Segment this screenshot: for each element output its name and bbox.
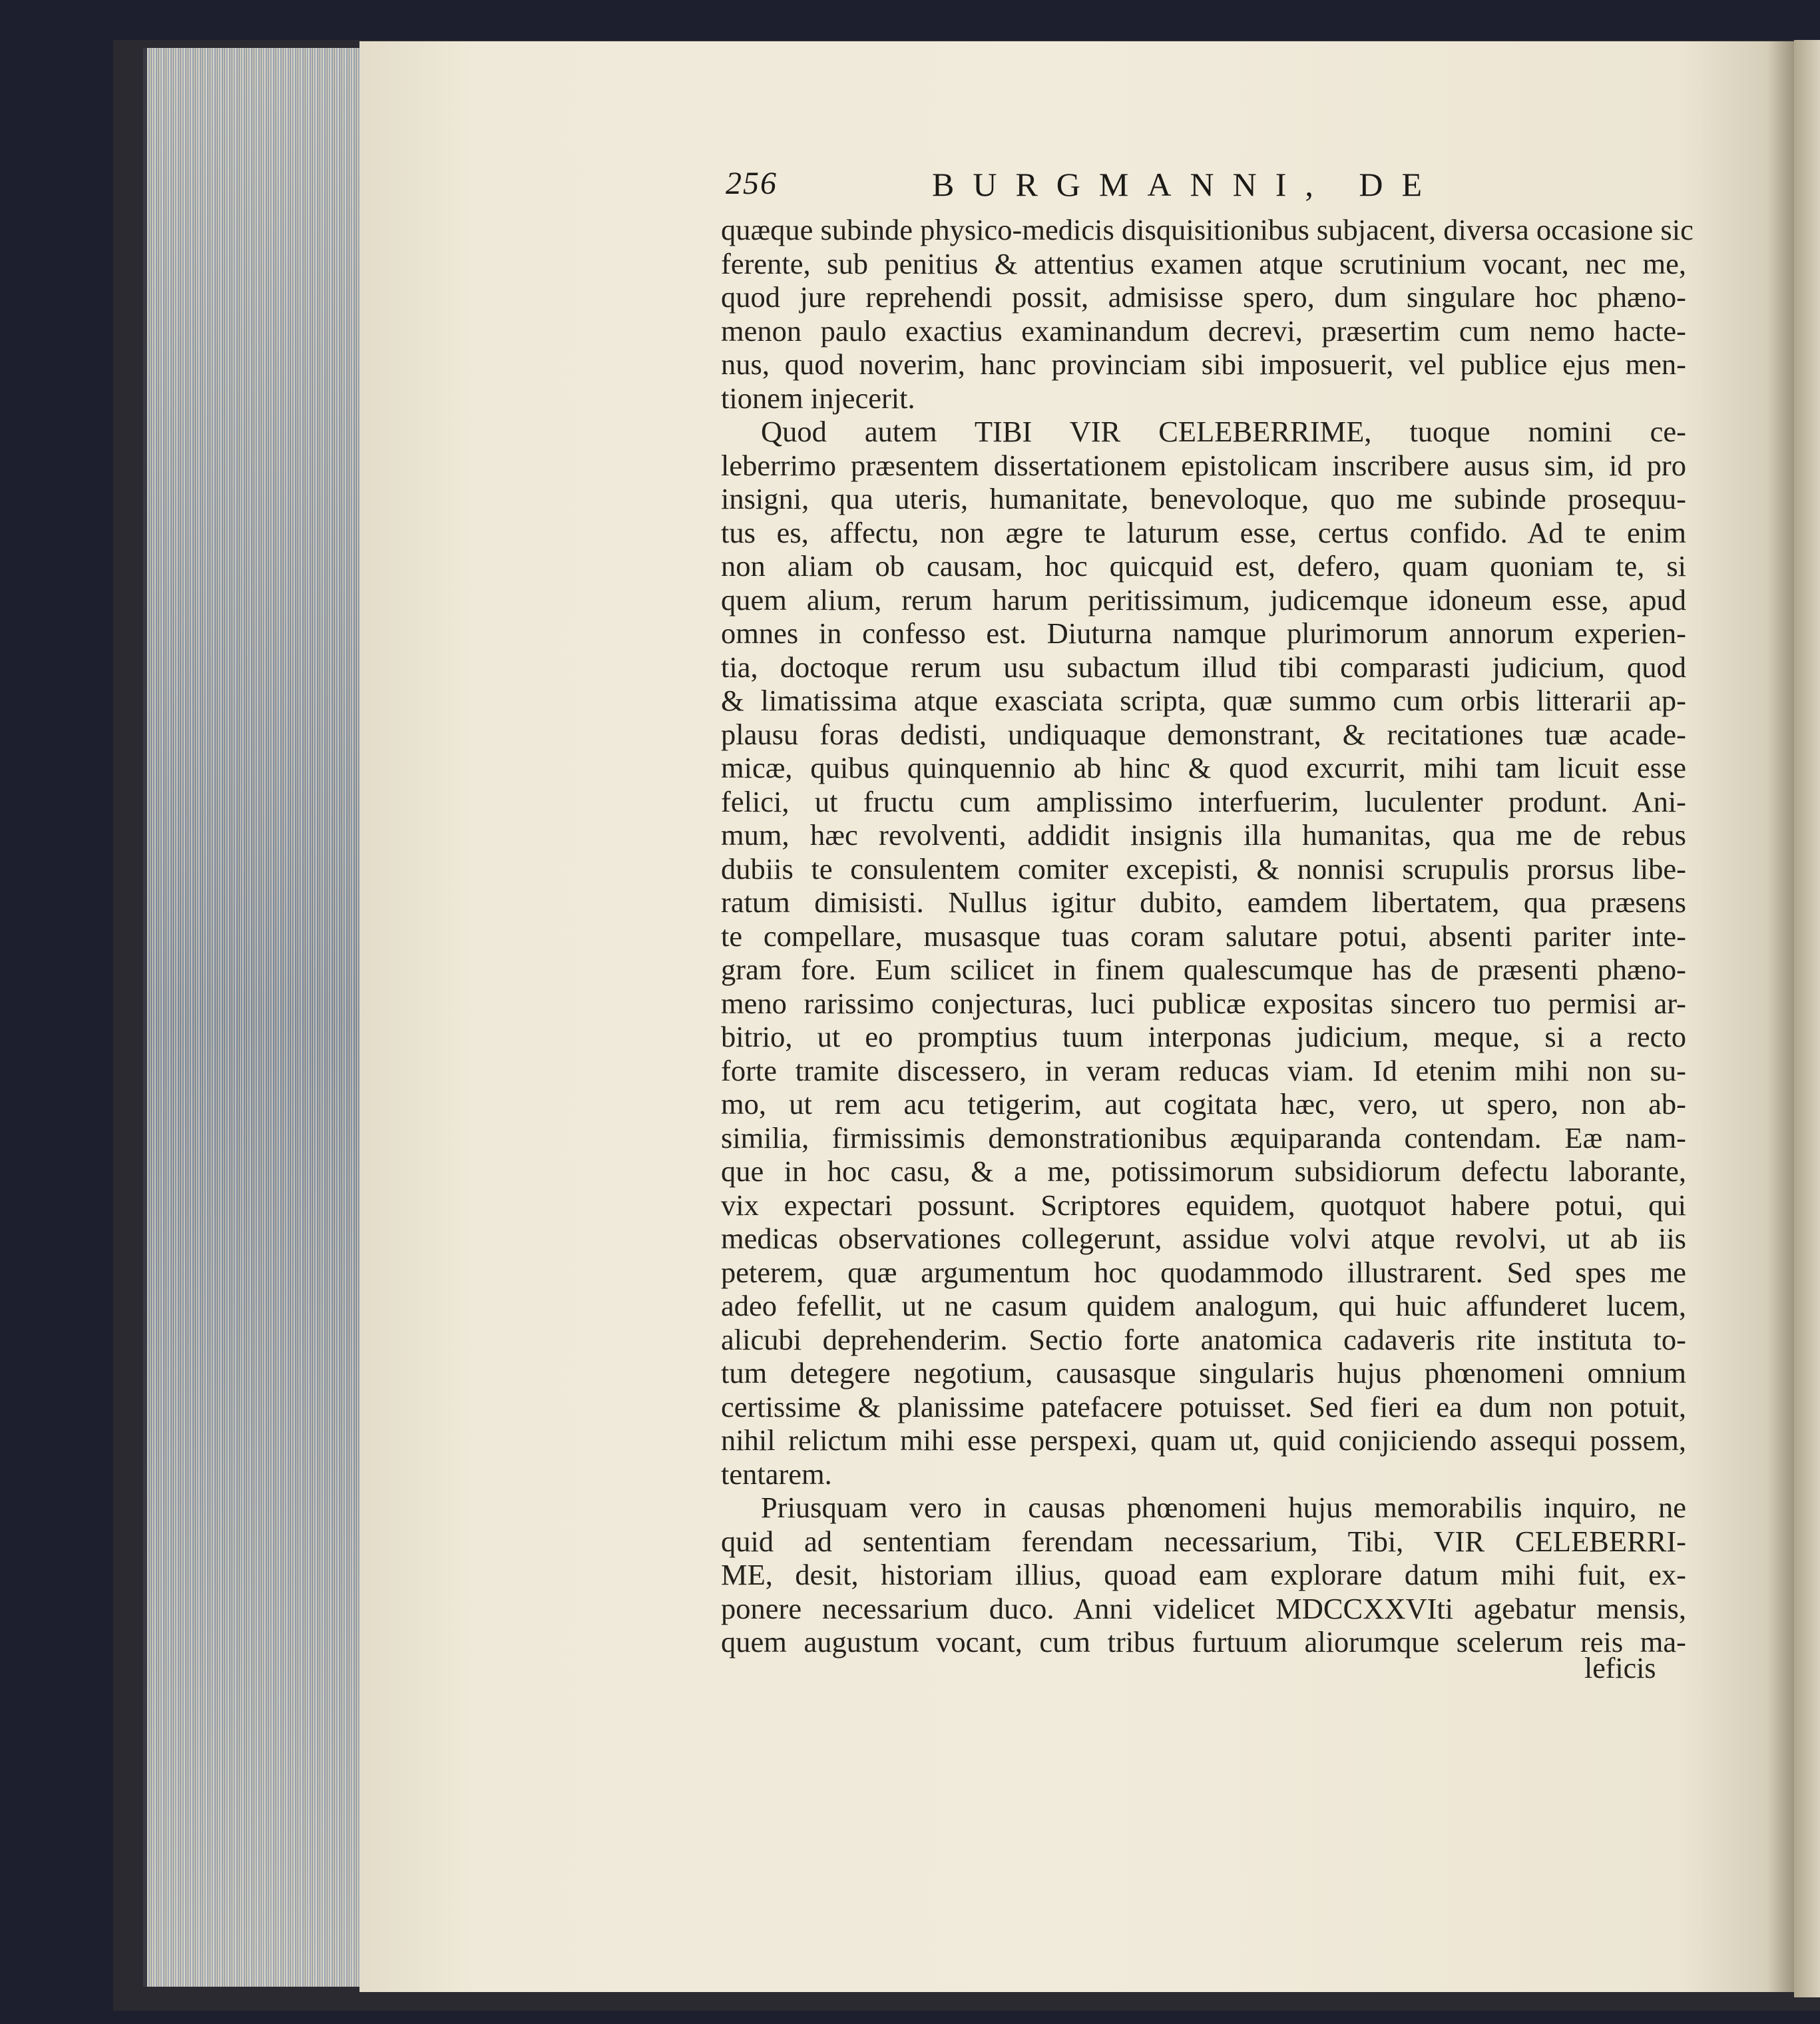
text-line: ferente, sub penitius & attentius examen atque scrutinium vocant, nec me, (721, 246, 1686, 280)
text-line: te compellare, musasque tuas coram salutare potui, absenti pariter inte- (721, 919, 1686, 953)
text-line: menon paulo exactius examinandum decrevi, præsertim cum nemo hacte- (721, 314, 1686, 348)
text-line: quid ad sententiam ferendam necessarium, Tibi, VIR CELEBERRI- (721, 1524, 1686, 1558)
text-line: vix expectari possunt. Scriptores equidem, quotquot habere potui, qui (721, 1188, 1686, 1222)
text-line: certissime & planissime patefacere potuisset. Sed fieri ea dum non potuit, (721, 1390, 1686, 1423)
text-line: ratum dimisisti. Nullus igitur dubito, eamdem libertatem, qua præsens (721, 886, 1686, 919)
text-line: omnes in confesso est. Diuturna namque plurimorum annorum experien- (721, 617, 1686, 650)
page-edges (143, 48, 363, 1987)
text-line: adeo fefellit, ut ne casum quidem analogum, qui huic affunderet lucem, (721, 1289, 1686, 1322)
text-line: plausu foras dedisti, undiquaque demonstrant, & recitationes tuæ acade- (721, 717, 1686, 751)
text-line: peterem, quæ argumentum hoc quodammodo illustrarent. Sed spes me (721, 1255, 1686, 1289)
text-line: tentarem. (721, 1457, 832, 1491)
text-line: mo, ut rem acu tetigerim, aut cogitata hæc, vero, ut spero, non ab- (721, 1087, 1686, 1121)
text-line: gram fore. Eum scilicet in finem qualescumque has de præsenti phæno- (721, 953, 1686, 986)
text-line: micæ, quibus quinquennio ab hinc & quod excurrit, mihi tam licuit esse (721, 751, 1686, 784)
paragraph (721, 213, 1694, 415)
text-line: felici, ut fructu cum amplissimo interfuerim, luculenter produnt. Ani- (721, 784, 1686, 818)
text-line: tia, doctoque rerum usu subactum illud tibi comparasti judicium, quod (721, 650, 1686, 684)
text-line: quem augustum vocant, cum tribus furtuum aliorumque scelerum reis ma- (721, 1625, 1686, 1658)
text-line: ponere necessarium duco. Anni videlicet MDCCXXVIti agebatur mensis, (721, 1591, 1686, 1625)
running-title: BURGMANNI, DE (932, 166, 1441, 203)
text-line: Priusquam vero in causas phœnomeni hujus memorabilis inquiro, ne (761, 1491, 1686, 1524)
text-line: quem alium, rerum harum peritissimum, judicemque idoneum esse, apud (721, 583, 1686, 617)
paragraph (721, 415, 1686, 1491)
text-line: tum detegere negotium, causasque singularis hujus phœnomeni omnium (721, 1356, 1686, 1390)
body-text (721, 213, 1694, 1659)
text-line: dubiis te consulentem comiter excepisti, & nonnisi scrupulis prorsus libe- (721, 852, 1686, 886)
text-line: quod jure reprehendi possit, admisisse spero, dum singulare hoc phæno- (721, 280, 1686, 314)
page-number: 256 (726, 166, 778, 201)
text-line: medicas observationes collegerunt, assidue volvi atque revolvi, ut ab iis (721, 1222, 1686, 1255)
text-line: tionem injecerit. (721, 381, 915, 415)
catchword: leficis (1584, 1652, 1656, 1684)
spine-shadow (1767, 41, 1794, 1992)
text-line: bitrio, ut eo promptius tuum interponas judicium, meque, si a recto (721, 1020, 1686, 1053)
paragraph (721, 1491, 1686, 1659)
text-line: tus es, affectu, non ægre te laturum esse, certus confido. Ad te enim (721, 515, 1686, 549)
text-line: similia, firmissimis demonstrationibus æquiparanda contendam. Eæ nam- (721, 1121, 1686, 1154)
facing-page-edge (1794, 40, 1820, 1997)
text-line: quæque subinde physico-medicis disquisitionibus subjacent, diversa occasione sic (721, 213, 1694, 246)
text-line: nus, quod noverim, hanc provinciam sibi imposuerit, vel publice ejus men- (721, 348, 1686, 381)
text-line: insigni, qua uteris, humanitate, benevoloque, quo me subinde prosequu- (721, 482, 1686, 515)
running-head (726, 165, 1724, 212)
text-line: ME, desit, historiam illius, quoad eam explorare datum mihi fuit, ex- (721, 1558, 1686, 1591)
text-line: que in hoc casu, & a me, potissimorum subsidiorum defectu laborante, (721, 1154, 1686, 1188)
text-line: nihil relictum mihi esse perspexi, quam ut, quid conjiciendo assequi possem, (721, 1423, 1686, 1457)
text-line: non aliam ob causam, hoc quicquid est, defero, quam quoniam te, si (721, 549, 1686, 583)
text-line: forte tramite discessero, in veram reducas viam. Id etenim mihi non su- (721, 1053, 1686, 1087)
text-line: leberrimo præsentem dissertationem epistolicam inscribere ausus sim, id pro (721, 448, 1686, 482)
text-line: & limatissima atque exasciata scripta, quæ summo cum orbis litterarii ap- (721, 684, 1686, 717)
text-line: alicubi deprehenderim. Sectio forte anatomica cadaveris rite instituta to- (721, 1322, 1686, 1356)
text-line: meno rarissimo conjecturas, luci publicæ expositas sincero tuo permisi ar- (721, 986, 1686, 1020)
text-line: mum, hæc revolventi, addidit insignis illa humanitas, qua me de rebus (721, 818, 1686, 852)
text-line: Quod autem TIBI VIR CELEBERRIME, tuoque nomini ce- (761, 415, 1686, 448)
